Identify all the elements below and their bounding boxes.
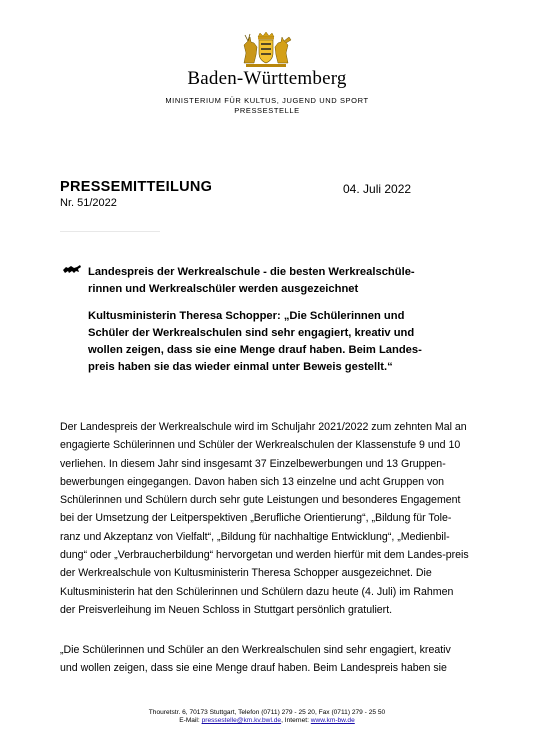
lion-icon <box>62 264 82 274</box>
email-label: E-Mail: <box>179 717 200 724</box>
press-release-title: PRESSEMITTEILUNG <box>60 179 213 195</box>
coat-of-arms-icon <box>236 31 296 71</box>
footer-contact <box>0 717 534 725</box>
internet-label: , Internet: <box>281 717 309 724</box>
ministry-label: MINISTERIUM FÜR KULTUS, JUGEND UND SPORT <box>165 96 369 105</box>
body-paragraph-1: Der Landespreis der Werkrealschule wird im Schuljahr 2021/2022 zum zehnten Mal an engagierte Schülerinnen und Schüler der Werkrealschulen der Klassenstufe 9 und 10 verliehen. In diesem Jahr sind insgesamt 37 Einzelbewerbungen und 13 Gruppen-bewerbungen eingegangen. Davon haben sich 13 einzelne und acht Gruppen von Schülerinnen und Schülern durch sehr gute Leistungen und besonderes Engagement bei der Umsetzung der Leitperspektiven „Berufliche Orientierung“, „Bildung für Tole-ranz und Akzeptanz von Vielfalt“, „Bildung für nachhaltige Entwicklung“, „Medienbil-dung“ oder „Verbraucherbildung“ hervorgetan und werden hierfür mit dem Landes-preis der Werkrealschule von Kultusministerin Theresa Schopper ausgezeichnet. Die Kultusministerin hat den Schülerinnen und Schülern dazu heute (4. Juli) im Rahmen der Preisverleihung im Neuen Schloss in Stuttgart persönlich gratuliert. <box>60 421 469 616</box>
headline: Landespreis der Werkrealschule - die besten Werkrealschüle-rinnen und Werkrealschüler werden ausgezeichnet <box>88 266 415 295</box>
press-release-date: 04. Juli 2022 <box>343 182 412 196</box>
subheadline: Kultusministerin Theresa Schopper: „Die Schülerinnen und Schüler der Werkrealschulen sind sehr engagiert, kreativ und wollen zeigen, dass sie eine Menge drauf haben. Beim Landes-preis haben sie das wieder einmal unter Beweis gestellt.“ <box>88 310 422 373</box>
website-link[interactable]: www.km-bw.de <box>310 717 355 724</box>
email-link[interactable]: pressestelle@km.kv.bwl.de <box>201 717 282 724</box>
footer <box>0 709 534 725</box>
state-name: Baden-Württemberg <box>187 68 347 89</box>
body-paragraph-2: „Die Schülerinnen und Schüler an den Werkrealschulen sind sehr engagiert, kreativ und wollen zeigen, dass sie eine Menge drauf haben. Beim Landespreis haben sie <box>60 644 451 675</box>
ministry-name <box>0 96 534 116</box>
divider <box>60 231 160 232</box>
department-label: PRESSESTELLE <box>234 106 300 115</box>
press-release-number: Nr. 51/2022 <box>60 197 117 209</box>
footer-address: Thouretstr. 6, 70173 Stuttgart, Telefon (0711) 279 - 25 20, Fax (0711) 279 - 25 50 <box>148 709 386 716</box>
